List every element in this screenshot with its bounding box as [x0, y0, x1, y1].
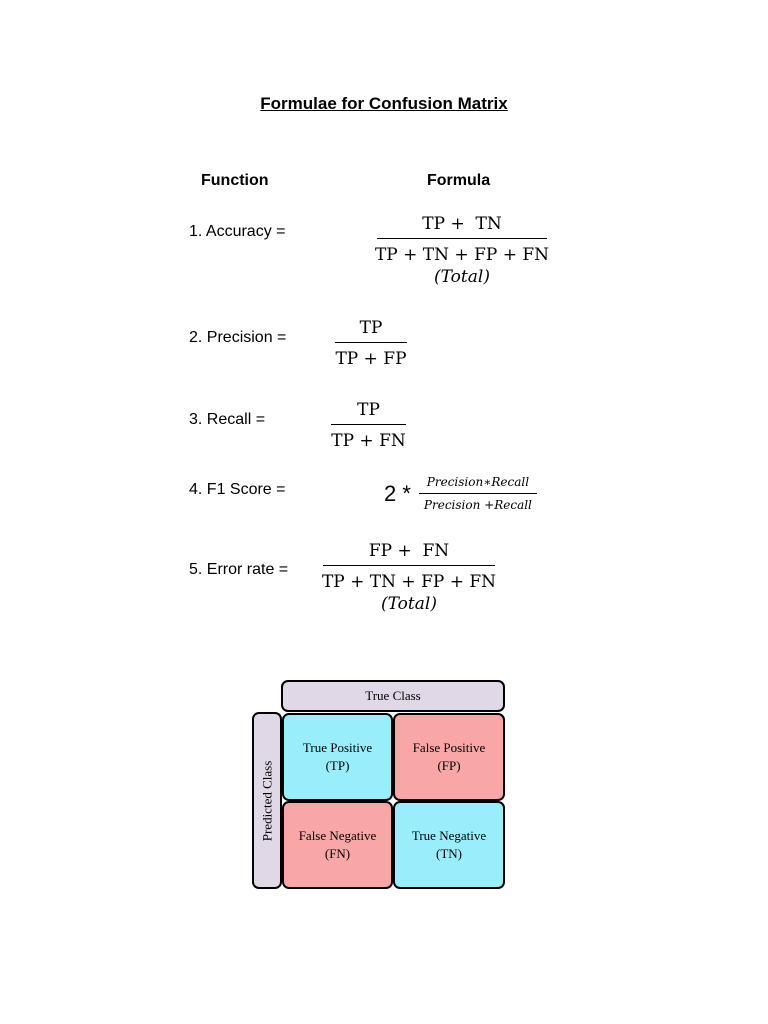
f1-prefix: 2 * [384, 480, 411, 506]
predicted-class-header [252, 712, 282, 889]
recall-label: 3. Recall = [189, 411, 266, 428]
fraction-bar [419, 493, 537, 494]
error-rate-formula [323, 541, 495, 615]
cell-abbr: (FN) [324, 846, 351, 861]
true-negative-cell [393, 801, 505, 889]
error-rate-numerator: FP + FN [368, 541, 450, 561]
fraction-bar [323, 565, 495, 566]
cell-title: False Positive [412, 740, 486, 755]
fraction-bar [335, 342, 407, 343]
false-positive-cell [393, 713, 505, 801]
function-column-header: Function [201, 172, 269, 189]
cell-title: False Negative [298, 828, 377, 843]
cell-title: True Positive [302, 740, 373, 755]
recall-denominator: TP + FN [331, 431, 406, 451]
error-rate-label: 5. Error rate = [189, 561, 289, 578]
cell-abbr: (FP) [437, 758, 461, 773]
precision-formula [335, 318, 407, 369]
accuracy-total-note: (Total) [434, 267, 490, 287]
f1-fraction [419, 475, 537, 512]
predicted-class-label: Predicted Class [259, 760, 275, 841]
fraction-bar [331, 424, 406, 425]
recall-formula [331, 400, 406, 451]
true-class-header [281, 680, 505, 712]
precision-label: 2. Precision = [189, 329, 287, 346]
confusion-matrix-diagram [252, 680, 506, 890]
fraction-bar [377, 238, 547, 239]
accuracy-numerator: TP + TN [422, 214, 502, 234]
f1-denominator: Precision +Recall [423, 498, 532, 512]
accuracy-formula [374, 214, 550, 288]
true-positive-cell [282, 713, 393, 801]
error-rate-total-note: (Total) [381, 594, 437, 614]
recall-numerator: TP [357, 400, 380, 420]
precision-denominator: TP + FP [335, 349, 407, 369]
f1-score-formula [384, 475, 537, 512]
accuracy-label: 1. Accuracy = [189, 223, 286, 240]
f1-score-label: 4. F1 Score = [189, 481, 286, 498]
cell-abbr: (TN) [435, 846, 462, 861]
precision-numerator: TP [359, 318, 383, 338]
page-title: Formulae for Confusion Matrix [260, 94, 508, 113]
formula-column-header: Formula [427, 172, 491, 189]
true-class-label: True Class [365, 688, 421, 703]
cell-title: True Negative [411, 828, 487, 843]
error-rate-denominator: TP + TN + FP + FN [321, 572, 497, 592]
false-negative-cell [282, 801, 393, 889]
f1-numerator: Precision∗Recall [426, 475, 530, 489]
cell-abbr: (TP) [325, 758, 350, 773]
accuracy-denominator: TP + TN + FP + FN [374, 245, 550, 265]
